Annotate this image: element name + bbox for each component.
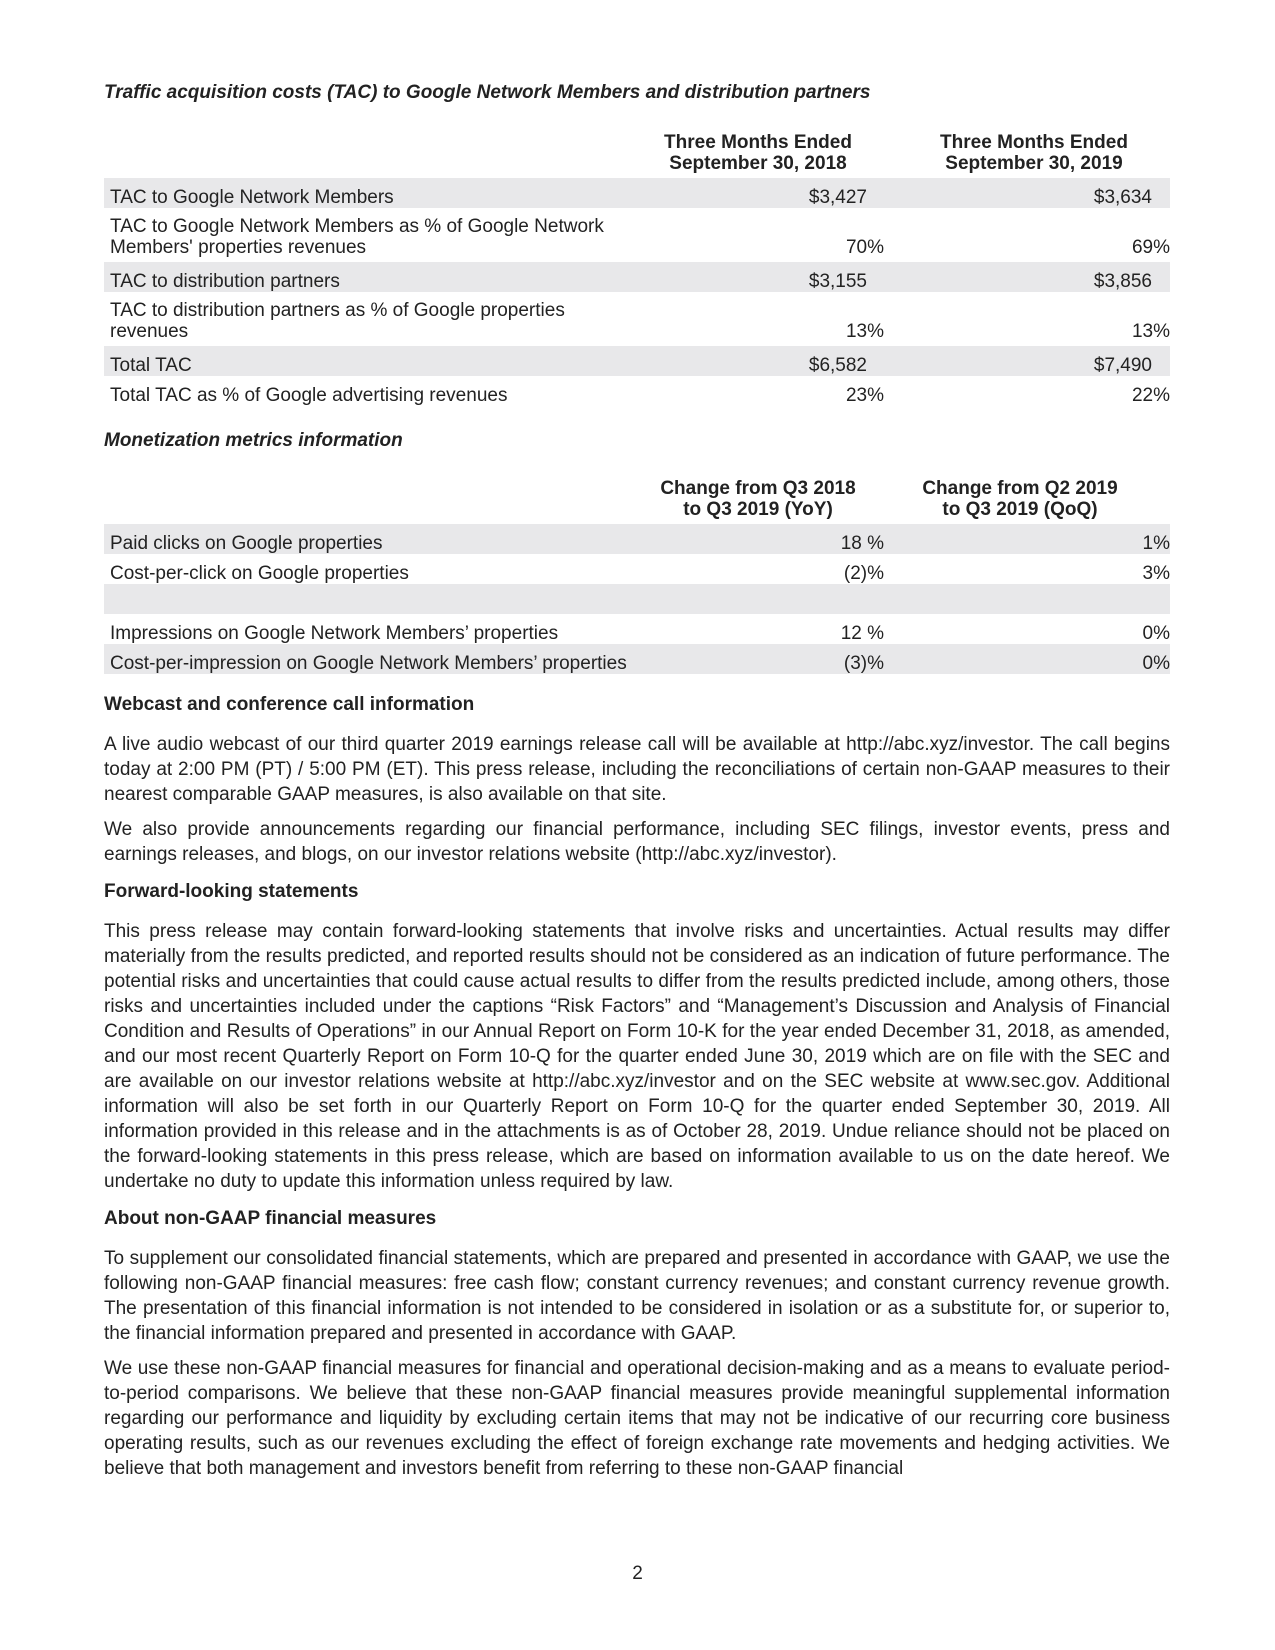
document-page	[104, 82, 1170, 1481]
monetization-header-yoy: Change from Q3 2018 to Q3 2019 (YoY)	[660, 478, 856, 520]
table-row	[104, 292, 1170, 346]
row-value-2018: $3,427	[654, 178, 884, 208]
row-value-2018: $3,155	[654, 262, 884, 292]
table-row	[104, 208, 1170, 262]
row-label: Paid clicks on Google properties	[104, 524, 654, 554]
row-value-yoy: (2)%	[843, 563, 884, 584]
table-row	[104, 614, 1170, 644]
table-row	[104, 554, 1170, 584]
row-label: Impressions on Google Network Members’ properties	[110, 623, 559, 644]
row-value-2018: 70%	[845, 237, 884, 258]
tac-section-title: Traffic acquisition costs (TAC) to Google Network Members and distribution partners	[104, 82, 871, 103]
row-value-2018: 13%	[845, 321, 884, 342]
nongaap-paragraph: We use these non-GAAP financial measures for financial and operational decision-making and as a means to evaluate period-to-period comparisons. We believe that these non-GAAP financial measures provide meaningful supplemental information regarding our performance and liquidity by excluding certain items that may not be indicative of our recurring core business operating results, such as our revenues excluding the effect of foreign exchange rate movements and hedging activities. We believe that both management and investors benefit from referring to these non-GAAP financial	[104, 1358, 1170, 1479]
webcast-paragraph: We also provide announcements regarding our financial performance, including SEC filings, investor events, press and earnings releases, and blogs, on our investor relations website (http://abc.xyz/investor).	[104, 819, 1170, 865]
forward-section-title: Forward-looking statements	[104, 881, 359, 902]
table-row	[104, 262, 1170, 292]
row-value-yoy: 12 %	[840, 623, 884, 644]
row-label: TAC to distribution partners as % of Google properties revenues	[110, 300, 565, 342]
table-row	[104, 178, 1170, 208]
row-value-qoq: 3%	[1142, 563, 1170, 584]
row-value-qoq: 1%	[884, 524, 1170, 554]
row-label: Cost-per-impression on Google Network Members’ properties	[104, 644, 654, 674]
monetization-header-qoq: Change from Q2 2019 to Q3 2019 (QoQ)	[922, 478, 1118, 520]
row-label: TAC to Google Network Members as % of Google Network Members' properties revenues	[110, 216, 604, 258]
webcast-paragraph: A live audio webcast of our third quarter 2019 earnings release call will be available at http://abc.xyz/investor. The call begins today at 2:00 PM (PT) / 5:00 PM (ET). This press release, including the reconciliations of certain non-GAAP measures to their nearest comparable GAAP measures, is also available on that site.	[104, 734, 1170, 805]
row-value-yoy: (3)%	[654, 644, 884, 674]
table-row-spacer	[104, 584, 1170, 614]
nongaap-paragraph: To supplement our consolidated financial statements, which are prepared and presented in accordance with GAAP, we use the following non-GAAP financial measures: free cash flow; constant currency revenues; and constant currency revenue growth. The presentation of this financial information is not intended to be considered in isolation or as a substitute for, or superior to, the financial information prepared and presented in accordance with GAAP.	[104, 1248, 1170, 1344]
row-label: Total TAC	[104, 346, 654, 376]
tac-table	[104, 130, 1170, 406]
row-value-2019: 13%	[1131, 321, 1170, 342]
row-value-yoy: 18 %	[654, 524, 884, 554]
row-value-qoq: 0%	[884, 644, 1170, 674]
page-number: 2	[632, 1563, 643, 1584]
monetization-section-title: Monetization metrics information	[104, 430, 403, 451]
monetization-table	[104, 471, 1170, 674]
table-row	[104, 644, 1170, 674]
row-value-2019: $3,634	[884, 178, 1170, 208]
row-value-2019: $7,490	[884, 346, 1170, 376]
tac-header-2018: Three Months Ended September 30, 2018	[664, 132, 852, 174]
row-label: TAC to Google Network Members	[104, 178, 654, 208]
row-value-2019: $3,856	[884, 262, 1170, 292]
row-label: TAC to distribution partners	[104, 262, 654, 292]
row-value-2018: 23%	[845, 385, 884, 406]
row-value-qoq: 0%	[1142, 623, 1170, 644]
row-label: Cost-per-click on Google properties	[110, 563, 409, 584]
nongaap-section-title: About non-GAAP financial measures	[104, 1208, 437, 1229]
row-value-2018: $6,582	[654, 346, 884, 376]
row-value-2019: 69%	[1131, 237, 1170, 258]
row-value-2019: 22%	[1131, 385, 1170, 406]
row-label: Total TAC as % of Google advertising revenues	[110, 385, 508, 406]
forward-paragraph: This press release may contain forward-looking statements that involve risks and uncertainties. Actual results may differ materially from the results predicted, and reported results should not be considered as an indication of future performance. The potential risks and uncertainties that could cause actual results to differ from the results predicted include, among others, those risks and uncertainties included under the captions “Risk Factors” and “Management’s Discussion and Analysis of Financial Condition and Results of Operations” in our Annual Report on Form 10-K for the year ended December 31, 2018, as amended, and our most recent Quarterly Report on Form 10-Q for the quarter ended June 30, 2019 which are on file with the SEC and are available on our investor relations website at http://abc.xyz/investor and on the SEC website at www.sec.gov. Additional information will also be set forth in our Quarterly Report on Form 10-Q for the quarter ended September 30, 2019. All information provided in this release and in the attachments is as of October 28, 2019. Undue reliance should not be placed on the forward-looking statements in this press release, which are based on information available to us on the date hereof. We undertake no duty to update this information unless required by law.	[104, 921, 1170, 1192]
table-row	[104, 376, 1170, 406]
webcast-section-title: Webcast and conference call information	[104, 694, 475, 715]
table-row	[104, 524, 1170, 554]
tac-header-2019: Three Months Ended September 30, 2019	[940, 132, 1128, 174]
table-row	[104, 346, 1170, 376]
